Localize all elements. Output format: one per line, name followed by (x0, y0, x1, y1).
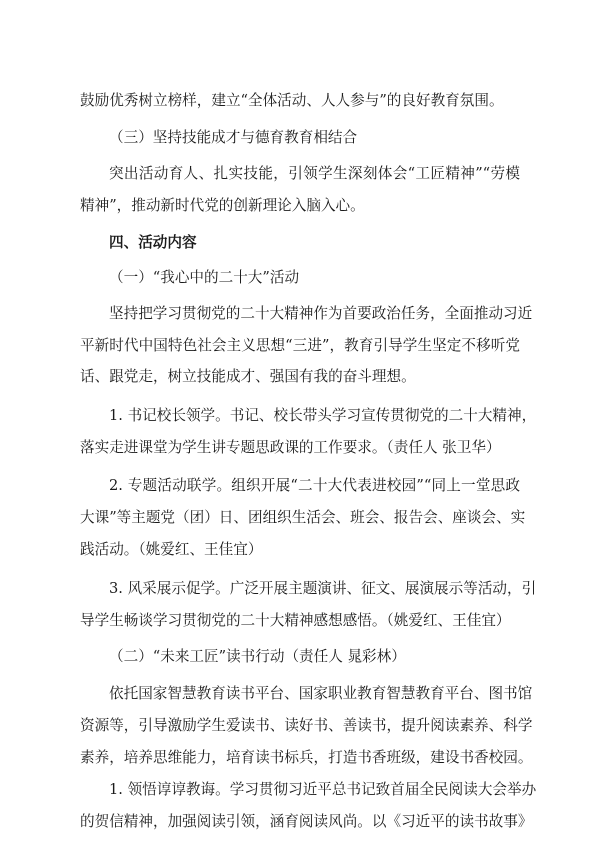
list-item-line: 的贺信精神，加强阅读引领，涵育阅读风尚。以《习近平的读书故事》 (80, 813, 533, 830)
paragraph-line: 平新时代中国特色社会主义思想“三进”，教育引导学生坚定不移听党 (80, 337, 520, 354)
paragraph-line: 素养，培养思维能力，培育读书标兵，打造书香班级，建设书香校园。 (80, 749, 533, 766)
list-item-line: 2. 专题活动联学。组织开展“二十大代表进校园”“同上一堂思政 (109, 477, 520, 494)
list-item-line: 3. 风采展示促学。广泛开展主题演讲、征文、展演展示等活动，引 (109, 580, 537, 597)
paragraph-line: 资源等，引导激励学生爱读书、读好书、善读书，提升阅读素养、科学 (80, 717, 533, 734)
paragraph-line: 话、跟党走，树立技能成才、强国有我的奋斗理想。 (80, 368, 416, 385)
list-item-line: 导学生畅谈学习贯彻党的二十大精神感想感悟。（姚爱红、王佳宜） (80, 612, 511, 629)
list-item-line: 践活动。（姚爱红、王佳宜） (80, 541, 263, 558)
subsection-heading-1: （一）“我心中的二十大”活动 (109, 269, 300, 286)
paragraph-line: 坚持把学习贯彻党的二十大精神作为首要政治任务，全面推动习近 (109, 305, 533, 322)
list-item-line: 落实走进课堂为学生讲专题思政课的工作要求。（责任人 张卫华） (80, 439, 501, 456)
list-item-line: 1. 书记校长领学。书记、校长带头学习宣传贯彻党的二十大精神， (109, 407, 537, 424)
section-heading-3: （三）坚持技能成才与德育教育相结合 (109, 129, 358, 146)
paragraph-line: 突出活动育人、扎实技能，引领学生深刻体会“工匠精神”“劳模 (109, 165, 520, 182)
subsection-heading-2: （二）“未来工匠”读书行动（责任人 晁彩林） (109, 648, 406, 665)
list-item-line: 1. 领悟谆谆教诲。学习贯彻习近平总书记致首届全民阅读大会举办 (109, 781, 537, 798)
list-item-line: 大课”等主题党（团）日、团组织生活会、班会、报告会、座谈会、实 (80, 509, 526, 526)
section-heading-4: 四、活动内容 (109, 234, 197, 251)
paragraph-line: 鼓励优秀树立榜样，建立“全体活动、人人参与”的良好教育氛围。 (80, 92, 504, 109)
paragraph-line: 精神”，推动新时代党的创新理论入脑入心。 (80, 197, 365, 214)
paragraph-line: 依托国家智慧教育读书平台、国家职业教育智慧教育平台、图书馆 (109, 685, 533, 702)
